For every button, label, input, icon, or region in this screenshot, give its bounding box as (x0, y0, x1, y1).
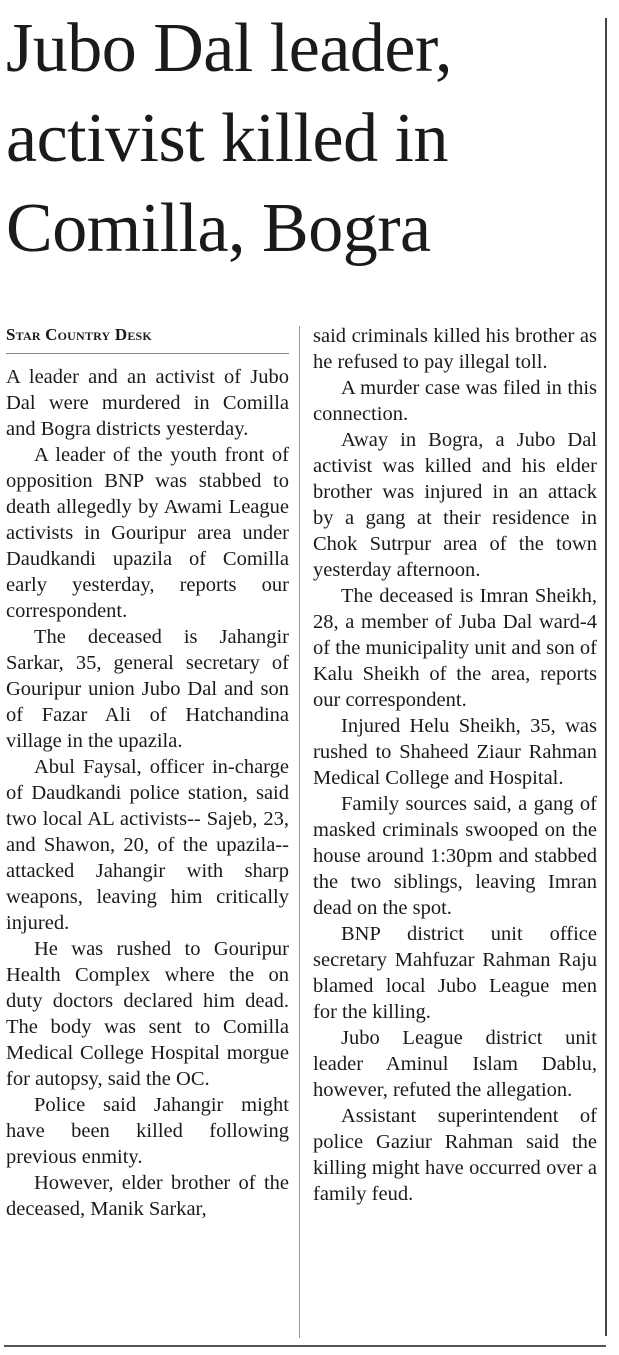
right-paragraph-6: Family sources said, a gang of masked criminals swooped on the house around 1:30pm and stabbed the two siblings, leaving Imran dead on the spot. (313, 793, 597, 919)
left-column (6, 323, 289, 1222)
left-paragraph-1: A leader and an activist of Jubo Dal were murdered in Comilla and Bogra districts yesterday. (6, 366, 289, 440)
left-paragraph-2: A leader of the youth front of opposition BNP was stabbed to death allegedly by Awami League activists in Gouripur area under Daudkandi upazila of Comilla early yesterday, reports our correspondent. (6, 444, 289, 622)
left-paragraph-6: Police said Jahangir might have been killed following previous enmity. (6, 1094, 289, 1168)
column-divider (299, 326, 300, 1338)
right-paragraph-1: said criminals killed his brother as he refused to pay illegal toll. (313, 325, 597, 373)
right-column (313, 323, 597, 1207)
right-paragraph-7: BNP district unit office secretary Mahfuzar Rahman Raju blamed local Jubo League men for the killing. (313, 923, 597, 1023)
right-paragraph-8: Jubo League district unit leader Aminul Islam Dablu, however, refuted the allegation. (313, 1027, 597, 1101)
left-paragraph-5: He was rushed to Gouripur Health Complex where the on duty doctors declared him dead. The body was sent to Comilla Medical College Hospital morgue for autopsy, said the OC. (6, 938, 289, 1090)
bottom-border-rule (4, 1345, 606, 1347)
left-paragraph-4: Abul Faysal, officer in-charge of Daudkandi police station, said two local AL activists-- Sajeb, 23, and Shawon, 20, of the upazila--attacked Jahangir with sharp weapons, leaving him critically injured. (6, 756, 289, 934)
byline: Star Country Desk (6, 323, 289, 354)
right-paragraph-3: Away in Bogra, a Jubo Dal activist was killed and his elder brother was injured in an attack by a gang at their residence in Chok Sutrpur area of the town yesterday afternoon. (313, 429, 597, 581)
right-paragraph-5: Injured Helu Sheikh, 35, was rushed to Shaheed Ziaur Rahman Medical College and Hospital. (313, 715, 597, 789)
right-paragraph-9: Assistant superintendent of police Gaziur Rahman said the killing might have occurred over a family feud. (313, 1105, 597, 1205)
headline-line-2: activist killed in (6, 100, 449, 177)
right-paragraph-4: The deceased is Imran Sheikh, 28, a member of Juba Dal ward-4 of the municipality unit and son of Kalu Sheikh of the area, reports our correspondent. (313, 585, 597, 711)
right-paragraph-2: A murder case was filed in this connection. (313, 377, 597, 425)
left-paragraph-7: However, elder brother of the deceased, Manik Sarkar, (6, 1172, 289, 1220)
headline-line-3: Comilla, Bogra (6, 190, 431, 267)
headline (6, 4, 602, 274)
headline-line-1: Jubo Dal leader, (6, 10, 452, 87)
right-border-rule (605, 18, 607, 1336)
left-paragraph-3: The deceased is Jahangir Sarkar, 35, general secretary of Gouripur union Jubo Dal and son of Fazar Ali of Hatchandina village in the upazila. (6, 626, 289, 752)
